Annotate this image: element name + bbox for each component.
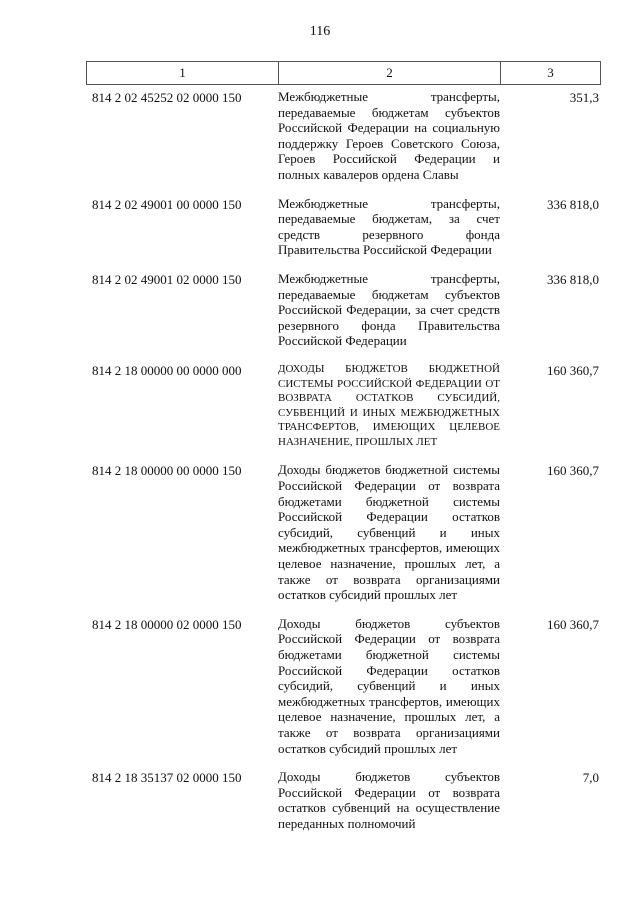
budget-code: 814 2 18 00000 02 0000 150 xyxy=(92,616,242,632)
row-amount: 351,3 xyxy=(569,90,599,105)
column-header-1: 1 xyxy=(87,62,279,85)
row-description: Доходы бюджетов субъектов Российской Федерации от возврата бюджетами бюджетной системы Российской Федерации остатков субсидий, субвенций и иных межбюджетных трансфертов, имеющих целевое назначение, прошлых лет, а также от возврата организациями остатков субсидий прошлых лет xyxy=(278,615,500,756)
row-description: Межбюджетные трансферты, передаваемые бюджетам, за счет средств резервного фонда Правительства Российской Федерации xyxy=(278,195,500,258)
table-row xyxy=(86,196,600,258)
table-row xyxy=(86,89,600,183)
row-description: Межбюджетные трансферты, передаваемые бюджетам субъектов Российской Федерации, за счет средств резервного фонда Правительства Российской Федерации xyxy=(278,270,500,349)
column-header-3: 3 xyxy=(501,62,601,85)
budget-code: 814 2 18 00000 00 0000 150 xyxy=(92,463,242,479)
row-description: ДОХОДЫ БЮДЖЕТОВ БЮДЖЕТНОЙ СИСТЕМЫ РОССИЙСКОЙ ФЕДЕРАЦИИ ОТ ВОЗВРАТА ОСТАТКОВ СУБСИДИЙ, СУБВЕНЦИЙ И ИНЫХ МЕЖБЮДЖЕТНЫХ ТРАНСФЕРТОВ, ИМЕЮЩИХ ЦЕЛЕВОЕ НАЗНАЧЕНИЕ, ПРОШЛЫХ ЛЕТ xyxy=(278,362,500,448)
table-row xyxy=(86,462,600,602)
budget-rows xyxy=(86,89,600,845)
budget-code: 814 2 18 00000 00 0000 000 xyxy=(92,362,242,378)
row-amount: 336 818,0 xyxy=(547,196,599,212)
row-description: Межбюджетные трансферты, передаваемые бюджетам субъектов Российской Федерации на социальную поддержку Героев Советского Союза, Героев Российской Федерации и полных кавалеров ордена Славы xyxy=(278,89,500,182)
row-amount: 160 360,7 xyxy=(547,362,599,378)
budget-code: 814 2 02 49001 00 0000 150 xyxy=(92,196,242,212)
column-header-2: 2 xyxy=(279,62,501,85)
row-description: Доходы бюджетов субъектов Российской Федерации от возврата остатков субвенций на осуществление переданных полномочий xyxy=(278,769,500,831)
row-amount: 336 818,0 xyxy=(547,271,599,287)
budget-code: 814 2 18 35137 02 0000 150 xyxy=(92,770,242,786)
table-row xyxy=(86,616,600,756)
column-header-table xyxy=(86,61,601,85)
budget-code: 814 2 02 45252 02 0000 150 xyxy=(92,90,242,105)
row-amount: 160 360,7 xyxy=(547,616,599,632)
row-amount: 160 360,7 xyxy=(547,463,599,479)
row-amount: 7,0 xyxy=(582,770,599,786)
column-header-row xyxy=(87,62,601,85)
table-row xyxy=(86,362,600,450)
table-row xyxy=(86,769,600,831)
budget-code: 814 2 02 49001 02 0000 150 xyxy=(92,271,242,287)
table-row xyxy=(86,271,600,349)
row-description: Доходы бюджетов бюджетной системы Российской Федерации от возврата бюджетами бюджетной системы Российской Федерации остатков субсидий, субвенций и иных межбюджетных трансфертов, имеющих целевое назначение, прошлых лет, а также от возврата организациями остатков субсидий прошлых лет xyxy=(278,462,500,603)
page-number: 116 xyxy=(309,24,331,39)
